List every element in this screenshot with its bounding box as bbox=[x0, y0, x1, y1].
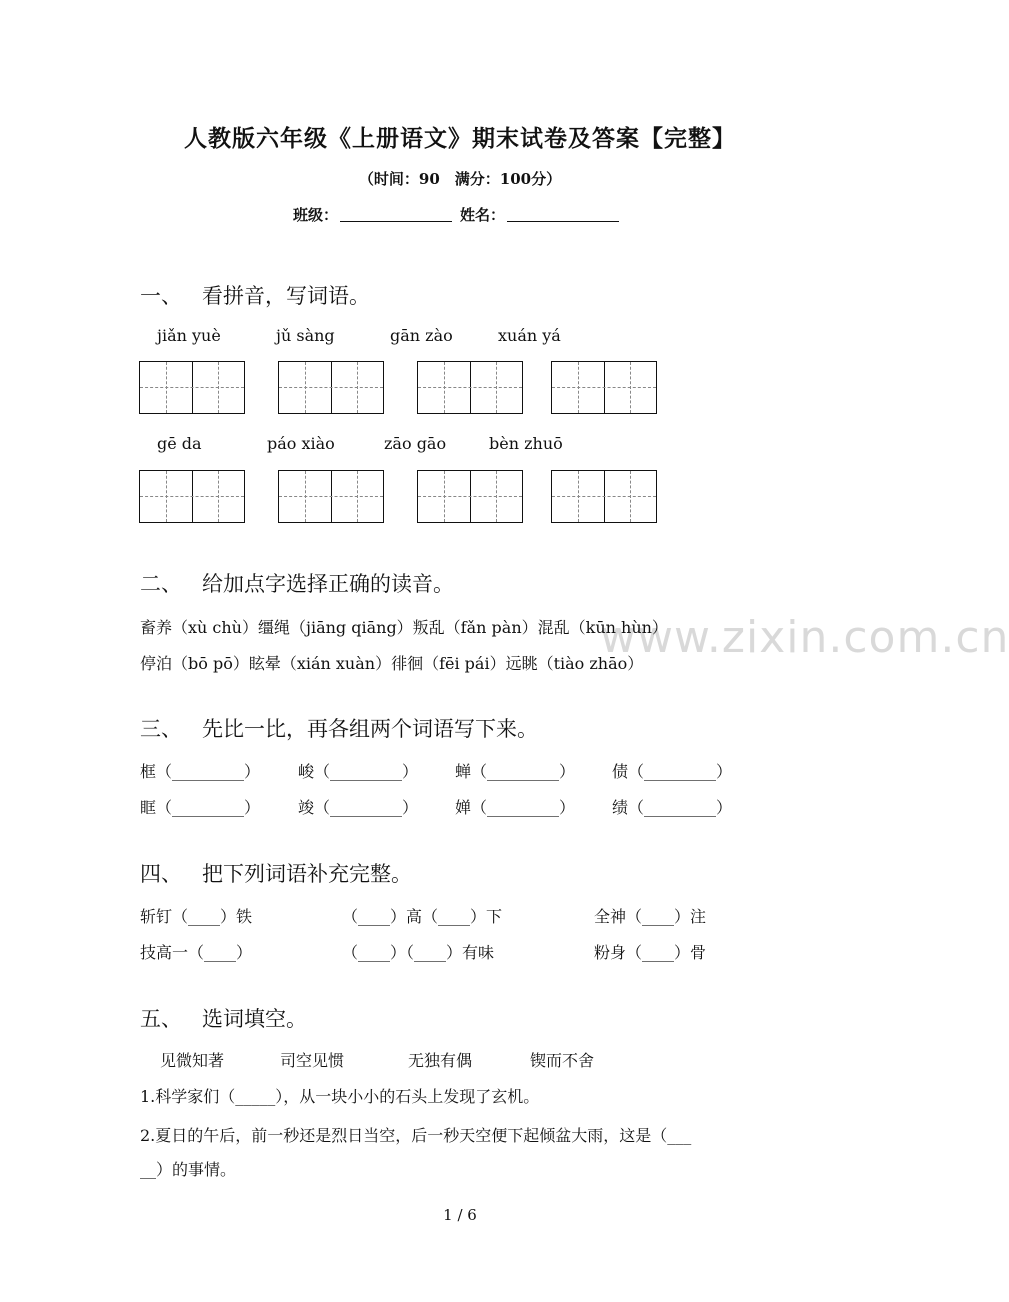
question-1[interactable]: 1.科学家们（_____），从一块小小的石头上发现了玄机。 bbox=[140, 1087, 540, 1106]
idiom-item[interactable]: 技高一（____） bbox=[140, 943, 253, 962]
class-label: 班级： bbox=[292, 206, 338, 224]
compare-item[interactable]: 债（_________） bbox=[612, 762, 733, 781]
section-5-heading bbox=[140, 1003, 307, 1033]
pinyin-label: bèn zhuō bbox=[489, 434, 563, 453]
name-label: 姓名： bbox=[460, 206, 506, 224]
writing-grid[interactable] bbox=[417, 361, 523, 414]
section-1-heading bbox=[140, 280, 370, 310]
section-number: 三、 bbox=[140, 717, 182, 741]
pinyin-label: zāo gāo bbox=[384, 434, 447, 453]
word-bank-item: 见微知著 bbox=[160, 1051, 225, 1070]
class-blank[interactable] bbox=[340, 205, 452, 222]
section-4-heading bbox=[140, 858, 412, 888]
idiom-item[interactable]: 全神（____）注 bbox=[594, 907, 707, 926]
section-2-heading bbox=[140, 568, 454, 598]
question-2-line-2[interactable]: __）的事情。 bbox=[140, 1160, 237, 1179]
idiom-item[interactable]: （____）高（____）下 bbox=[342, 907, 503, 926]
reading-line: 停泊（bō pō）眩晕（xián xuàn）徘徊（fēi pái）远眺（tiào zhāo） bbox=[140, 654, 644, 673]
pinyin-label: jiǎn yuè bbox=[157, 326, 221, 345]
writing-grid[interactable] bbox=[139, 361, 245, 414]
pinyin-label: xuán yá bbox=[498, 326, 561, 345]
watermark: www.zixin.com.cn bbox=[600, 612, 1009, 663]
section-title: 给加点字选择正确的读音。 bbox=[202, 572, 454, 596]
compare-item[interactable]: 绩（_________） bbox=[612, 798, 733, 817]
compare-item[interactable]: 婵（_________） bbox=[455, 798, 576, 817]
compare-item[interactable]: 框（_________） bbox=[140, 762, 261, 781]
exam-info: （时间：90 满分：100分） bbox=[358, 170, 562, 188]
pinyin-label: jǔ sàng bbox=[276, 326, 335, 345]
idiom-item[interactable]: （____）（____）有味 bbox=[342, 943, 495, 962]
section-title: 先比一比，再各组两个词语写下来。 bbox=[202, 717, 538, 741]
name-blank[interactable] bbox=[507, 205, 619, 222]
page-number: 1 / 6 bbox=[443, 1206, 477, 1224]
document-title: 人教版六年级《上册语文》期末试卷及答案【完整】 bbox=[184, 125, 736, 152]
writing-grid[interactable] bbox=[417, 470, 523, 523]
compare-item[interactable]: 竣（_________） bbox=[298, 798, 419, 817]
word-bank-item: 无独有偶 bbox=[408, 1051, 473, 1070]
writing-grid[interactable] bbox=[278, 361, 384, 414]
pinyin-label: gān zào bbox=[390, 326, 453, 345]
reading-line: 畜养（xù chù）缰绳（jiāng qiāng）叛乱（fǎn pàn）混乱（kūn hùn） bbox=[140, 618, 668, 637]
section-number: 二、 bbox=[140, 572, 182, 596]
question-2-line-1[interactable]: 2.夏日的午后，前一秒还是烈日当空，后一秒天空便下起倾盆大雨，这是（___ bbox=[140, 1126, 692, 1145]
compare-item[interactable]: 蝉（_________） bbox=[455, 762, 576, 781]
writing-grid[interactable] bbox=[551, 361, 657, 414]
section-title: 把下列词语补充完整。 bbox=[202, 862, 412, 886]
word-bank-item: 司空见惯 bbox=[280, 1051, 345, 1070]
writing-grid[interactable] bbox=[551, 470, 657, 523]
compare-item[interactable]: 眶（_________） bbox=[140, 798, 261, 817]
compare-item[interactable]: 峻（_________） bbox=[298, 762, 419, 781]
pinyin-label: gē da bbox=[157, 434, 202, 453]
writing-grid[interactable] bbox=[278, 470, 384, 523]
section-number: 四、 bbox=[140, 862, 182, 886]
writing-grid[interactable] bbox=[139, 470, 245, 523]
student-info-line bbox=[0, 204, 920, 225]
idiom-item[interactable]: 粉身（____）骨 bbox=[594, 943, 707, 962]
section-title: 看拼音，写词语。 bbox=[202, 284, 370, 308]
pinyin-label: páo xiào bbox=[267, 434, 335, 453]
section-number: 一、 bbox=[140, 284, 182, 308]
section-3-heading bbox=[140, 713, 538, 743]
word-bank-item: 锲而不舍 bbox=[530, 1051, 595, 1070]
section-title: 选词填空。 bbox=[202, 1007, 307, 1031]
idiom-item[interactable]: 斩钉（____）铁 bbox=[140, 907, 253, 926]
section-number: 五、 bbox=[140, 1007, 182, 1031]
